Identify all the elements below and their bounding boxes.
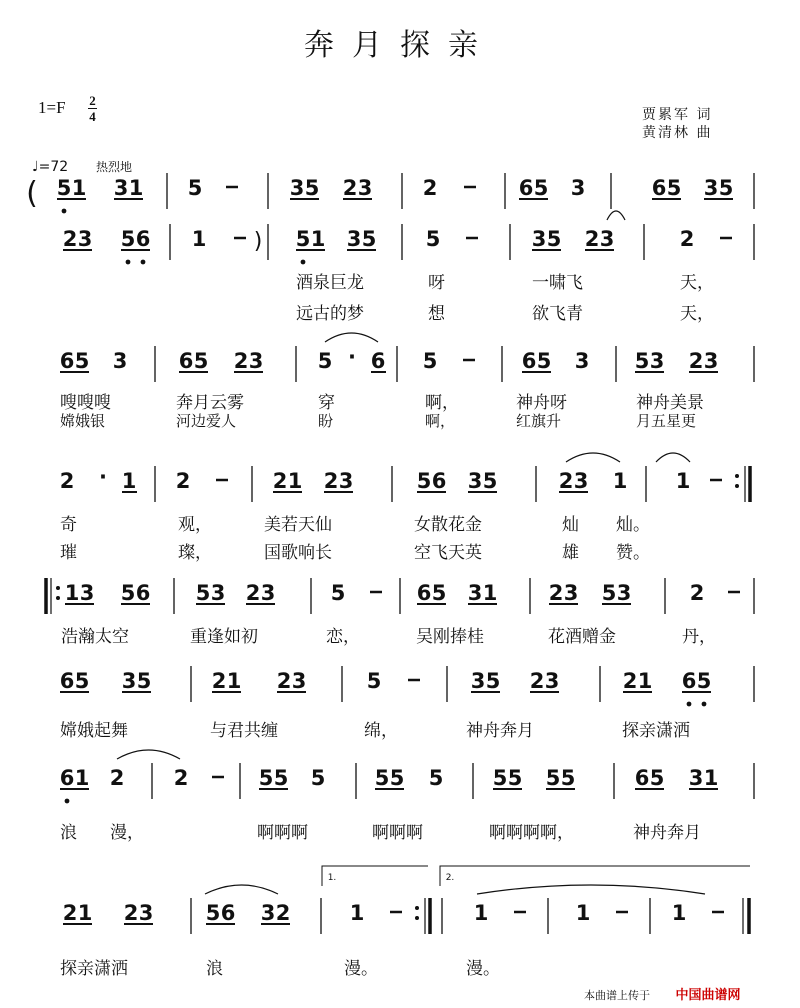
note: 2 <box>688 349 704 373</box>
note: 3 <box>467 581 483 605</box>
note: 6 <box>135 581 151 605</box>
repeat-dot <box>415 906 419 910</box>
note: 5 <box>366 669 382 693</box>
lyric-l2v1-1: 呀 <box>428 273 445 293</box>
note: 3 <box>248 349 264 373</box>
octave-dot-below <box>687 702 692 707</box>
lyric-l3v1-2: 穿 <box>318 393 335 413</box>
lyric-l3v2-4: 红旗升 <box>516 412 562 430</box>
lyric-l4v1-3: 女散花金 <box>414 515 482 535</box>
lyric-l7-0: 浪 <box>60 823 77 843</box>
lyric-l4v1-2: 美若天仙 <box>264 515 332 535</box>
lyric-l5-5: 丹， <box>682 627 716 647</box>
note: 1 <box>482 581 498 605</box>
repeat-dot <box>735 474 739 478</box>
paren-close: ) <box>253 229 263 254</box>
note: 3 <box>531 227 547 251</box>
volta-second-label: 2. <box>445 873 455 883</box>
note: 5 <box>205 901 221 925</box>
lyric-l2v1-0: 酒泉巨龙 <box>296 273 364 293</box>
note: 5 <box>195 581 211 605</box>
note: 5 <box>546 227 562 251</box>
note: 3 <box>544 669 560 693</box>
lyric-l2v2-0: 远古的梦 <box>296 304 364 324</box>
note: 5 <box>601 581 617 605</box>
note: 3 <box>79 581 95 605</box>
tie-arc <box>607 211 625 220</box>
lyric-l3v1-5: 神舟美景 <box>636 393 704 413</box>
note: 3 <box>616 581 632 605</box>
repeat-dot <box>56 586 60 590</box>
lyric-l4v2-1: 璨， <box>178 543 212 563</box>
lyric-l2v2-1: 想 <box>428 304 445 324</box>
note: 2 <box>59 469 75 493</box>
note: 5 <box>428 766 444 790</box>
note: 3 <box>121 669 137 693</box>
note: 5 <box>649 766 665 790</box>
note: 2 <box>123 901 139 925</box>
note: 5 <box>74 669 90 693</box>
note: 3 <box>570 176 586 200</box>
note: 1 <box>64 581 80 605</box>
lyric-l4v2-0: 璀 <box>60 543 77 563</box>
note: 3 <box>599 227 615 251</box>
tie-arc <box>656 453 690 462</box>
note: 2 <box>275 901 291 925</box>
lyric-l7-2: 啊啊啊 <box>257 823 308 843</box>
note: 3 <box>260 901 276 925</box>
lyric-l6-1: 与君共缠 <box>210 721 278 741</box>
time-signature-top: 2 <box>89 93 96 108</box>
note: 5 <box>425 227 441 251</box>
note: 5 <box>536 349 552 373</box>
lyric-l4v2-5: 赞。 <box>616 543 650 563</box>
note: 5 <box>295 227 311 251</box>
note: 6 <box>634 766 650 790</box>
tie-arc <box>205 885 278 894</box>
lyric-l8-1: 浪 <box>206 959 223 979</box>
note: 5 <box>120 581 136 605</box>
note: 3 <box>688 766 704 790</box>
tie-arc <box>566 453 620 462</box>
lyric-l3v2-2: 盼 <box>318 412 334 430</box>
note: 2 <box>548 581 564 605</box>
note: 6 <box>416 581 432 605</box>
octave-dot-below <box>702 702 707 707</box>
note: 6 <box>59 766 75 790</box>
note: 6 <box>59 669 75 693</box>
lyric-l4v2-2: 国歌响长 <box>264 543 332 563</box>
lyric-l5-4: 花酒赠金 <box>548 627 616 647</box>
note: 1 <box>675 469 691 493</box>
note: 1 <box>575 901 591 925</box>
lyric-l2v2-3: 天， <box>680 304 714 324</box>
note: 1 <box>612 469 628 493</box>
note: 6 <box>521 349 537 373</box>
note: 1 <box>226 669 242 693</box>
note: 2 <box>211 669 227 693</box>
lyric-l3v2-5: 月五星更 <box>636 412 697 430</box>
note: 5 <box>74 349 90 373</box>
lyric-l8-3: 漫。 <box>466 959 500 979</box>
note: 5 <box>273 766 289 790</box>
note: 3 <box>357 176 373 200</box>
lyric-l3v2-3: 啊， <box>425 412 456 430</box>
note: 1 <box>287 469 303 493</box>
note: 5 <box>310 766 326 790</box>
lyric-l5-1: 重逢如初 <box>190 627 258 647</box>
note: 1 <box>121 469 137 493</box>
note: 2 <box>323 469 339 493</box>
lyric-l4v2-3: 空飞天英 <box>414 543 482 563</box>
note: 2 <box>272 469 288 493</box>
lyric-l4v1-5: 灿。 <box>616 515 650 535</box>
aug-dot: · <box>348 345 356 369</box>
lyric-l8-0: 探亲潇洒 <box>60 959 128 979</box>
lyric-l2v1-2: 一啸飞 <box>532 273 583 293</box>
note: 1 <box>703 766 719 790</box>
lyric-l7-1: 漫， <box>110 823 144 843</box>
lyric-l3v2-0: 嫦娥银 <box>60 412 106 430</box>
note: 5 <box>416 469 432 493</box>
note: 3 <box>703 176 719 200</box>
lyric-l7-4: 啊啊啊啊， <box>489 823 574 843</box>
note: 2 <box>584 227 600 251</box>
tie-arc <box>477 885 705 894</box>
lyric-l8-2: 漫。 <box>344 959 378 979</box>
lyric-l5-2: 恋， <box>326 627 360 647</box>
note: 2 <box>62 227 78 251</box>
lyric-l4v1-4: 灿 <box>562 515 579 535</box>
note: 3 <box>574 349 590 373</box>
note: 3 <box>210 581 226 605</box>
note: 5 <box>507 766 523 790</box>
lyric-l7-5: 神舟奔月 <box>633 823 701 843</box>
aug-dot: · <box>99 465 107 489</box>
note: 5 <box>193 349 209 373</box>
note: 1 <box>77 901 93 925</box>
note: 5 <box>431 581 447 605</box>
volta-first-label: 1. <box>327 873 337 883</box>
note: 5 <box>422 349 438 373</box>
note: 2 <box>173 766 189 790</box>
lyric-l4v2-4: 雄 <box>562 543 579 563</box>
note: 3 <box>573 469 589 493</box>
volta-first-bracket <box>322 866 428 886</box>
note: 6 <box>681 669 697 693</box>
octave-dot-below <box>126 260 131 265</box>
note: 5 <box>482 469 498 493</box>
note: 1 <box>191 227 207 251</box>
note: 5 <box>374 766 390 790</box>
note: 5 <box>533 176 549 200</box>
lyric-l2v1-3: 天， <box>680 273 714 293</box>
note: 3 <box>649 349 665 373</box>
note: 3 <box>138 901 154 925</box>
octave-dot-below <box>65 799 70 804</box>
note: 5 <box>696 669 712 693</box>
note: 2 <box>245 581 261 605</box>
repeat-dot <box>735 484 739 488</box>
note: 5 <box>718 176 734 200</box>
note: 1 <box>473 901 489 925</box>
note: 2 <box>529 669 545 693</box>
volta-second-bracket <box>440 866 750 886</box>
note: 5 <box>304 176 320 200</box>
note: 3 <box>338 469 354 493</box>
note: 3 <box>470 669 486 693</box>
lyric-l6-0: 嫦娥起舞 <box>60 721 128 741</box>
octave-dot-below <box>62 209 67 214</box>
footer-text: 本曲谱上传于 <box>584 989 650 1002</box>
lyric-l3v1-0: 嗖嗖嗖 <box>60 393 111 413</box>
note: 6 <box>431 469 447 493</box>
note: 5 <box>187 176 203 200</box>
note: 6 <box>135 227 151 251</box>
note: 5 <box>56 176 72 200</box>
repeat-dot <box>415 916 419 920</box>
note: 2 <box>62 901 78 925</box>
lyric-l6-4: 探亲潇洒 <box>622 721 690 741</box>
note: 5 <box>545 766 561 790</box>
note: 3 <box>467 469 483 493</box>
lyric-l6-3: 神舟奔月 <box>466 721 534 741</box>
note: 5 <box>560 766 576 790</box>
composer-credit: 黄清林 曲 <box>642 125 713 141</box>
lyric-l3v1-3: 啊， <box>425 393 459 413</box>
lyric-l5-0: 浩瀚太空 <box>61 627 129 647</box>
note: 2 <box>109 766 125 790</box>
lyric-l4v1-1: 观， <box>178 515 212 535</box>
note: 5 <box>485 669 501 693</box>
lyricist-credit: 贾累军 词 <box>642 107 713 123</box>
note: 6 <box>220 901 236 925</box>
note: 2 <box>422 176 438 200</box>
note: 5 <box>389 766 405 790</box>
note: 1 <box>128 176 144 200</box>
tie-arc <box>325 333 378 342</box>
lyric-l3v1-4: 神舟呀 <box>516 393 567 413</box>
repeat-dot <box>56 596 60 600</box>
tempo-mood: 热烈地 <box>95 160 132 174</box>
note: 1 <box>310 227 326 251</box>
octave-dot-below <box>301 260 306 265</box>
lyric-l6-2: 绵， <box>364 721 398 741</box>
note: 3 <box>563 581 579 605</box>
note: 6 <box>518 176 534 200</box>
key-signature: 1=F <box>38 98 66 117</box>
note: 5 <box>136 669 152 693</box>
note: 5 <box>258 766 274 790</box>
note: 2 <box>689 581 705 605</box>
note: 6 <box>59 349 75 373</box>
note: 1 <box>349 901 365 925</box>
note: 3 <box>113 176 129 200</box>
note: 5 <box>317 349 333 373</box>
note: 3 <box>112 349 128 373</box>
note: 5 <box>120 227 136 251</box>
lyric-l3v2-1: 河边爱人 <box>176 412 237 430</box>
note: 3 <box>77 227 93 251</box>
note: 3 <box>703 349 719 373</box>
note: 6 <box>178 349 194 373</box>
note: 2 <box>558 469 574 493</box>
lyric-l4v1-0: 奇 <box>60 515 77 535</box>
lyric-l2v2-2: 欲飞青 <box>532 304 583 324</box>
note: 2 <box>233 349 249 373</box>
tie-arc <box>117 750 180 759</box>
lyric-l3v1-1: 奔月云雾 <box>176 393 244 413</box>
note: 1 <box>71 176 87 200</box>
note: 5 <box>330 581 346 605</box>
note: 5 <box>492 766 508 790</box>
note: 5 <box>634 349 650 373</box>
note: 1 <box>671 901 687 925</box>
note: 5 <box>666 176 682 200</box>
note: 3 <box>289 176 305 200</box>
note: 3 <box>291 669 307 693</box>
note: 5 <box>361 227 377 251</box>
note: 2 <box>679 227 695 251</box>
paren-open: ( <box>26 176 38 211</box>
note: 3 <box>260 581 276 605</box>
note: 1 <box>74 766 90 790</box>
note: 1 <box>637 669 653 693</box>
note: 2 <box>276 669 292 693</box>
tempo-mark: ♩=72 <box>32 159 69 175</box>
note: 6 <box>370 349 386 373</box>
octave-dot-below <box>141 260 146 265</box>
lyric-l7-3: 啊啊啊 <box>372 823 423 843</box>
note: 2 <box>342 176 358 200</box>
note: 3 <box>346 227 362 251</box>
note: 2 <box>622 669 638 693</box>
note: 2 <box>175 469 191 493</box>
page-title: 奔月探亲 <box>304 28 496 63</box>
time-signature-bottom: 4 <box>89 109 96 124</box>
footer-site-logo: 中国曲谱网 <box>675 988 741 1003</box>
lyric-l5-3: 吴刚捧桂 <box>416 627 484 647</box>
footer <box>584 984 741 1003</box>
note: 6 <box>651 176 667 200</box>
